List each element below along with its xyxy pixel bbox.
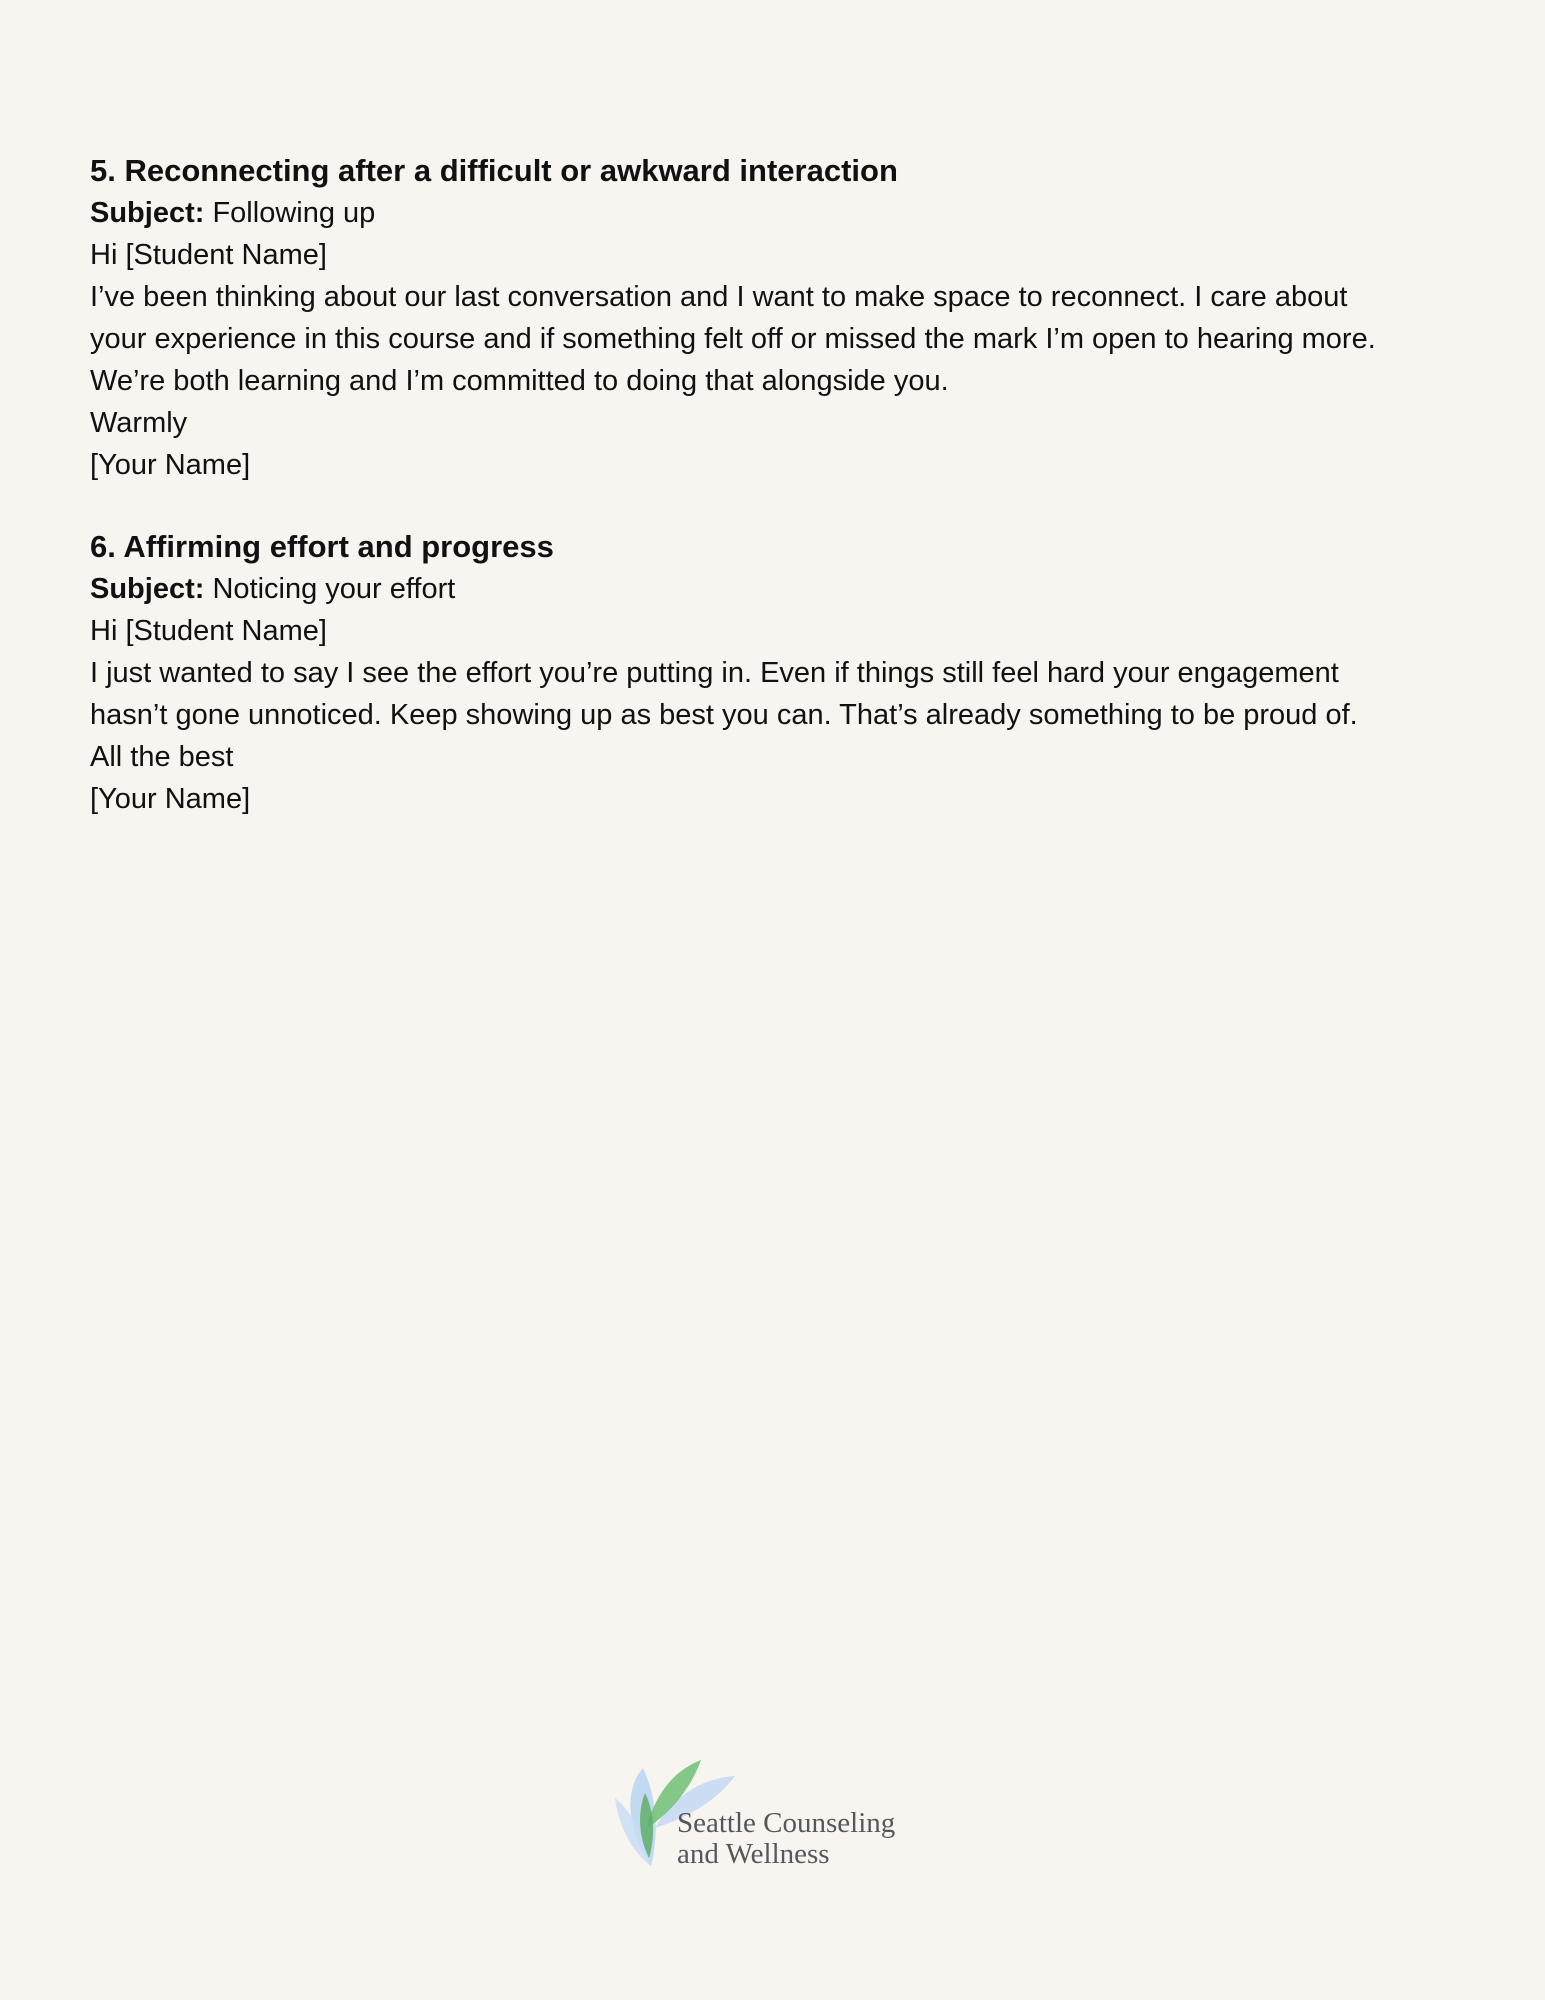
signature: [Your Name] xyxy=(90,783,251,815)
subject-text: Following up xyxy=(212,197,376,229)
body-line: I just wanted to say I see the effort you’re putting in. Even if things still feel hard your engagement xyxy=(90,657,1339,689)
body-line: I’ve been thinking about our last conversation and I want to make space to reconnect. I care about xyxy=(90,281,1348,313)
subject-text: Noticing your effort xyxy=(212,573,456,605)
logo-wordmark xyxy=(677,1808,895,1870)
body-line: your experience in this course and if something felt off or missed the mark I’m open to hearing more. xyxy=(90,323,1376,355)
signature: [Your Name] xyxy=(90,449,251,481)
section-heading: 5. Reconnecting after a difficult or awkward interaction xyxy=(90,153,898,188)
section-heading: 6. Affirming effort and progress xyxy=(90,529,554,564)
subject-label: Subject: xyxy=(90,573,205,605)
logo-line-2: and Wellness xyxy=(677,1838,830,1870)
greeting: Hi [Student Name] xyxy=(90,615,327,647)
template-section-5 xyxy=(90,150,1470,486)
closing: All the best xyxy=(90,741,234,773)
template-section-6 xyxy=(90,526,1470,820)
body-line: hasn’t gone unnoticed. Keep showing up as best you can. That’s already something to be proud of. xyxy=(90,699,1358,731)
greeting: Hi [Student Name] xyxy=(90,239,327,271)
subject-line xyxy=(90,192,1470,234)
subject-line xyxy=(90,568,1470,610)
subject-label: Subject: xyxy=(90,197,205,229)
document-content xyxy=(90,150,1470,860)
closing: Warmly xyxy=(90,407,188,439)
logo-line-1: Seattle Counseling xyxy=(677,1807,896,1839)
footer-logo xyxy=(615,1758,935,1878)
body-line: We’re both learning and I’m committed to doing that alongside you. xyxy=(90,365,949,397)
